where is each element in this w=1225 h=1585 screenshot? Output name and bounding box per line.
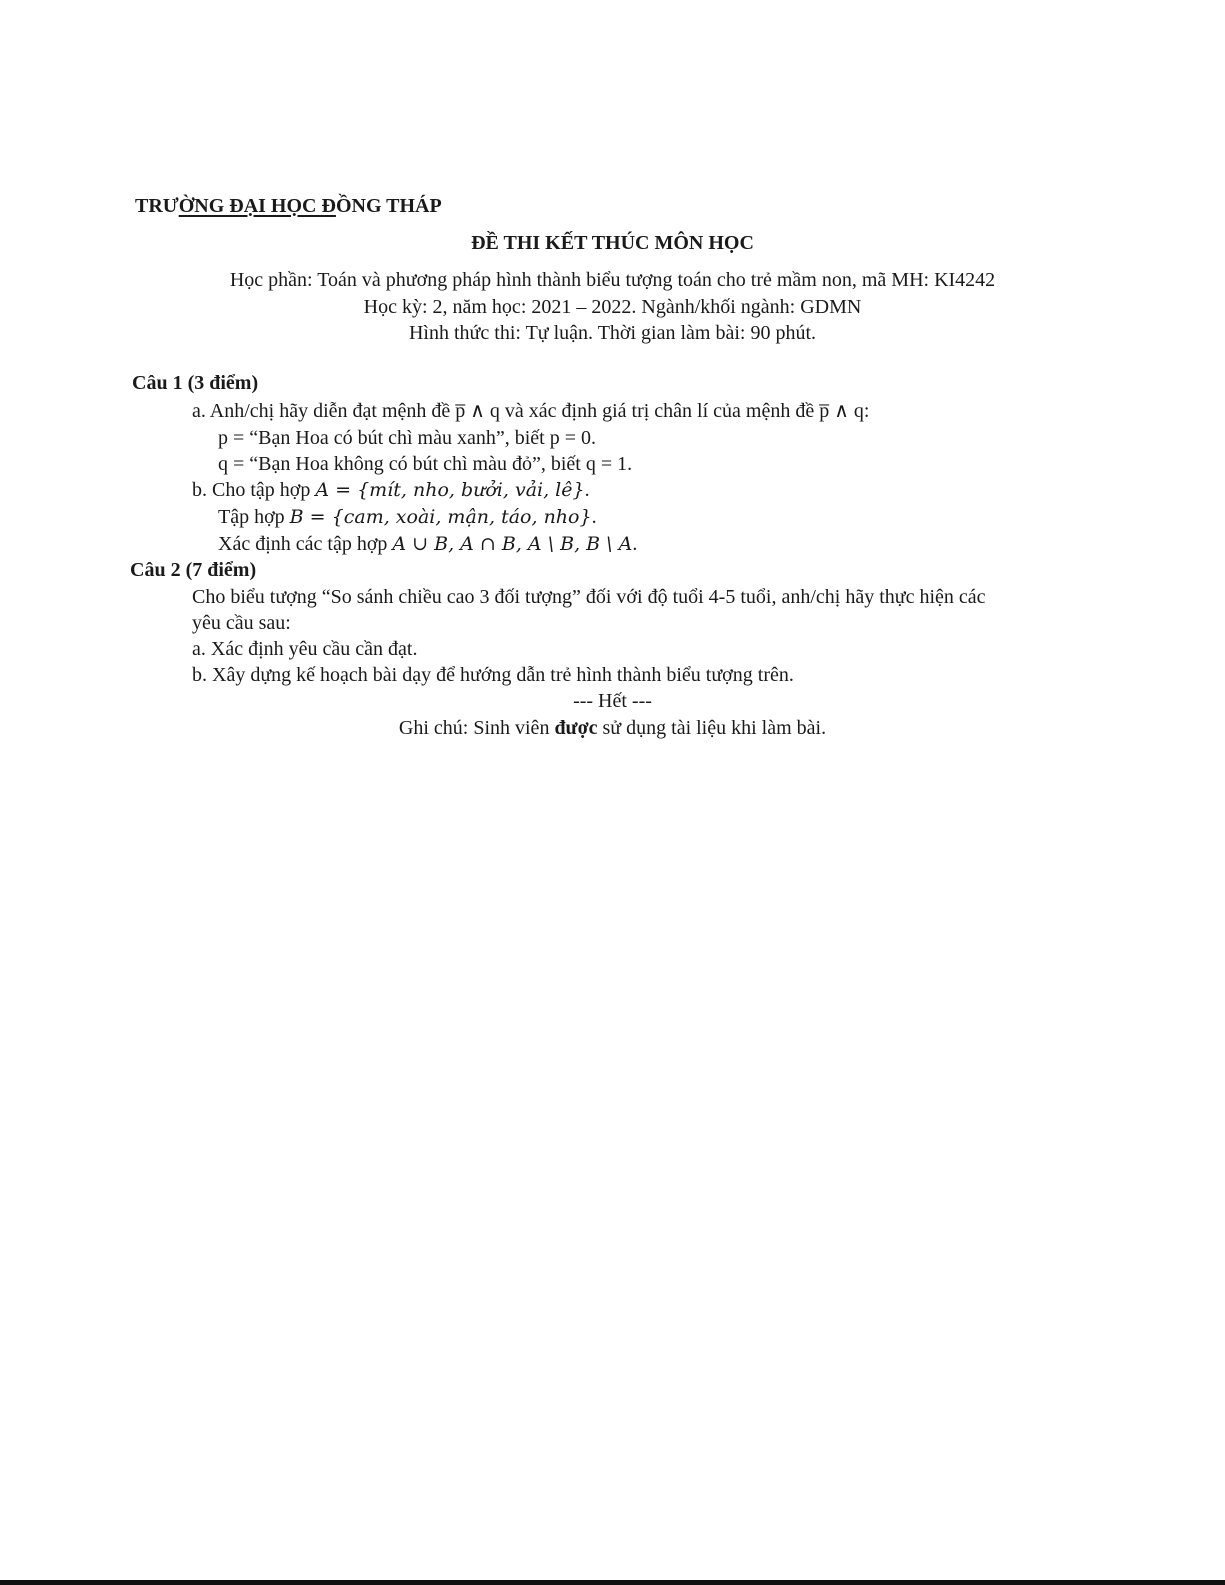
question1-q: q = “Bạn Hoa không có bút chì màu đỏ”, biết q = 1.: [218, 453, 633, 475]
question2-a: a. Xác định yêu cầu cần đạt.: [192, 638, 418, 660]
note-prefix: Ghi chú: Sinh viên: [398, 717, 555, 739]
set-operations-formula: A ∪ B, A ∩ B, A \ B, B \ A: [392, 533, 633, 555]
note-bold: được: [554, 717, 598, 739]
question2-b: b. Xây dựng kế hoạch bài dạy để hướng dẫn trẻ hình thành biểu tượng trên.: [192, 664, 794, 686]
question1-p: p = “Bạn Hoa có bút chì màu xanh”, biết p = 0.: [218, 427, 597, 449]
set-b-formula: B = {cam, xoài, mận, táo, nho}: [289, 506, 592, 528]
school-name-part: ỒNG THÁP: [335, 195, 442, 217]
question2-heading: Câu 2 (7 điểm): [130, 559, 257, 581]
determine-prefix: Xác định các tập hợp: [218, 533, 393, 555]
exam-title: ĐỀ THI KẾT THÚC MÔN HỌC: [471, 232, 754, 254]
set-a-formula: A = {mít, nho, bưởi, vải, lê}: [315, 479, 585, 501]
scan-bottom-edge: [0, 1580, 1225, 1585]
question1-b: [192, 477, 590, 503]
set-b-prefix: Tập hợp: [218, 506, 290, 528]
question1-determine: [218, 531, 637, 557]
school-name-underlined: ỜNG ĐẠI HỌC Đ: [178, 195, 336, 217]
term-line: Học kỳ: 2, năm học: 2021 – 2022. Ngành/khối ngành: GDMN: [363, 296, 862, 318]
end-mark: --- Hết ---: [573, 690, 652, 712]
question2-intro-line1: Cho biểu tượng “So sánh chiều cao 3 đối tượng” đối với độ tuổi 4-5 tuổi, anh/chị hãy thực hiện các: [192, 586, 986, 608]
format-line: Hình thức thi: Tự luận. Thời gian làm bài: 90 phút.: [408, 322, 817, 344]
school-name-part: TRƯ: [135, 195, 179, 217]
school-name: [135, 193, 442, 219]
set-b-suffix: .: [591, 506, 597, 528]
question1-b-prefix: b. Cho tập hợp: [192, 479, 316, 501]
footer-note: [0, 715, 1225, 741]
determine-suffix: .: [632, 533, 638, 555]
question1-set-b: [218, 504, 597, 530]
note-suffix: sử dụng tài liệu khi làm bài.: [597, 717, 827, 739]
course-line: Học phần: Toán và phương pháp hình thành biểu tượng toán cho trẻ mầm non, mã MH: KI4242: [229, 269, 996, 291]
question1-heading: Câu 1 (3 điểm): [132, 372, 259, 394]
question2-intro-line2: yêu cầu sau:: [192, 612, 291, 634]
question1-b-suffix: .: [584, 479, 590, 501]
question1-a: a. Anh/chị hãy diễn đạt mệnh đề p̅ ∧ q và xác định giá trị chân lí của mệnh đề p̅ ∧ q:: [192, 400, 870, 422]
